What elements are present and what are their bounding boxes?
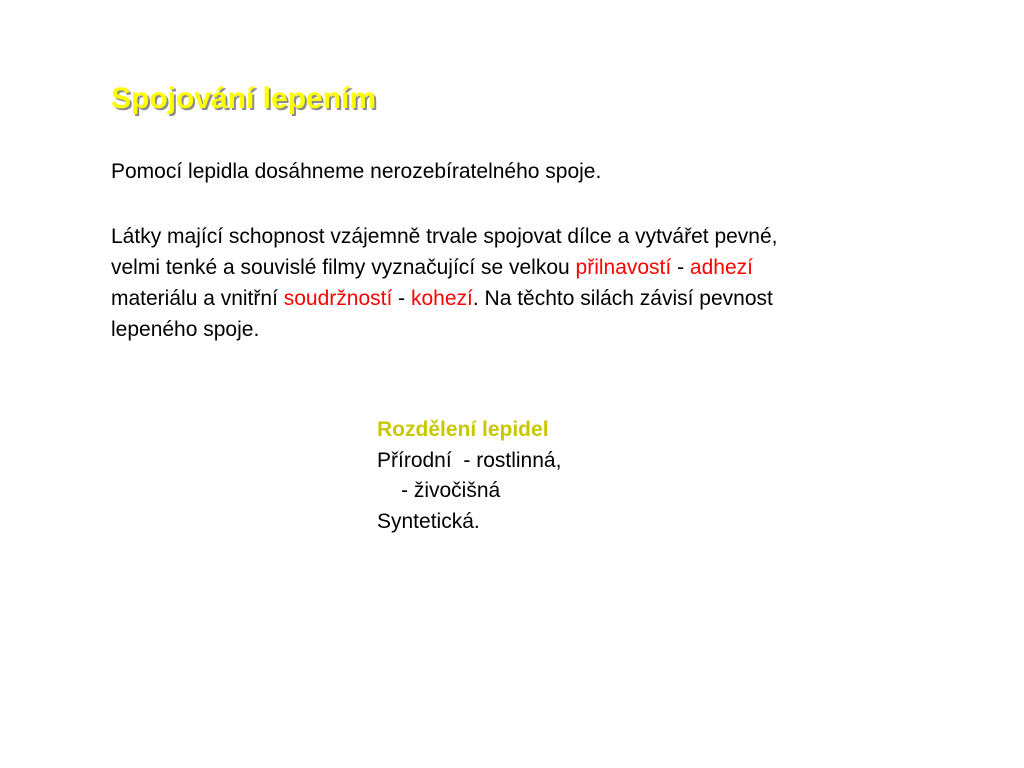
natural-row bbox=[377, 446, 561, 477]
term-adheze: adhezí bbox=[689, 256, 753, 279]
natural-label: Přírodní bbox=[377, 448, 452, 472]
paragraph-line-1: Látky mající schopnost vzájemně trvale spojovat dílce a vytvářet pevné, bbox=[111, 225, 778, 248]
natural-subtype-plant: - rostlinná, bbox=[463, 448, 562, 472]
paragraph-line-2 bbox=[111, 252, 951, 283]
intro-sentence: Pomocí lepidla dosáhneme nerozebíratelného spoje. bbox=[111, 160, 602, 183]
term-soudrznost: soudržností bbox=[283, 287, 393, 310]
paragraph-line-3 bbox=[111, 283, 951, 314]
term-separator: - bbox=[671, 256, 690, 279]
synthetic-label: Syntetická. bbox=[377, 509, 480, 533]
paragraph-text: velmi tenké a souvislé filmy vyznačující se velkou bbox=[111, 256, 576, 279]
slide-title: Spojování lepením bbox=[111, 82, 377, 115]
term-prilnavost: přilnavostí bbox=[575, 256, 672, 279]
paragraph-text: materiálu a vnitřní bbox=[111, 287, 284, 310]
natural-subtype-animal: - živočišná bbox=[401, 479, 501, 502]
paragraph-line-4: lepeného spoje. bbox=[111, 318, 260, 341]
adhesive-classification bbox=[377, 415, 561, 537]
term-separator: - bbox=[392, 287, 411, 310]
classification-heading: Rozdělení lepidel bbox=[377, 418, 549, 441]
definition-paragraph bbox=[111, 221, 951, 345]
term-koheze: kohezí bbox=[410, 287, 473, 310]
paragraph-text: . Na těchto silách závisí pevnost bbox=[472, 287, 773, 310]
